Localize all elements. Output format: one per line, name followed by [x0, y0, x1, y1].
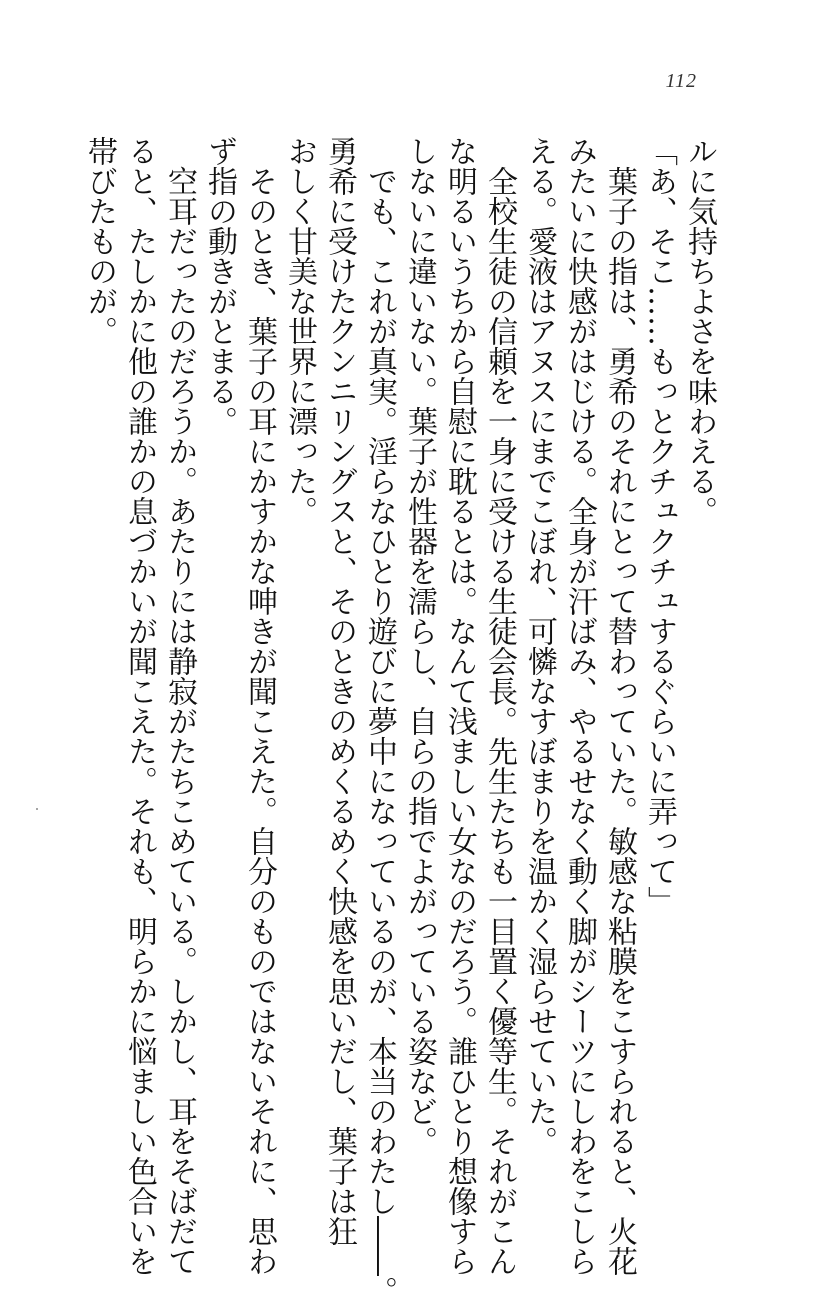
text-column: ず指の動きがとまる。 — [202, 136, 237, 436]
text-column: 「あ、そこ……もっとクチュクチュするぐらいに弄って」 — [642, 136, 677, 916]
text-column: な明るいうちから自慰に耽るとは。なんて浅ましい女なのだろう。誰ひとり想像すら — [442, 136, 477, 1276]
text-column: 勇希に受けたクンニリングスと、そのときのめくるめく快感を思いだし、葉子は狂 — [322, 136, 357, 1246]
body-text — [79, 136, 719, 1306]
text-column: おしく甘美な世界に漂った。 — [282, 136, 317, 526]
text-column: ルに気持ちよさを味わえる。 — [682, 136, 717, 526]
text-column: でも、これが真実。淫らなひとり遊びに夢中になっているのが、本当のわたし――。 — [362, 136, 397, 1306]
text-column: える。愛液はアヌスにまでこぼれ、可憐なすぼまりを温かく湿らせていた。 — [522, 136, 557, 1156]
text-column: 帯びたものが。 — [82, 136, 117, 346]
text-column: 全校生徒の信頼を一身に受ける生徒会長。先生たちも一目置く優等生。それがこん — [482, 136, 517, 1276]
page-number: 112 — [665, 70, 697, 92]
text-column: 葉子の指は、勇希のそれにとって替わっていた。敏感な粘膜をこすられると、火花 — [602, 136, 637, 1276]
text-column: そのとき、葉子の耳にかすかな呻きが聞こえた。自分のものではないそれに、思わ — [242, 136, 277, 1276]
text-column: しないに違いない。葉子が性器を濡らし、自らの指でよがっている姿など。 — [402, 136, 437, 1156]
text-column: 空耳だったのだろうか。あたりには静寂がたちこめている。しかし、耳をそばだて — [162, 136, 197, 1276]
text-column: ると、たしかに他の誰かの息づかいが聞こえた。それも、明らかに悩ましい色合いを — [122, 136, 157, 1276]
paper-speck — [36, 808, 38, 810]
text-column: みたいに快感がはじける。全身が汗ばみ、やるせなく動く脚がシーツにしわをこしら — [562, 136, 597, 1276]
